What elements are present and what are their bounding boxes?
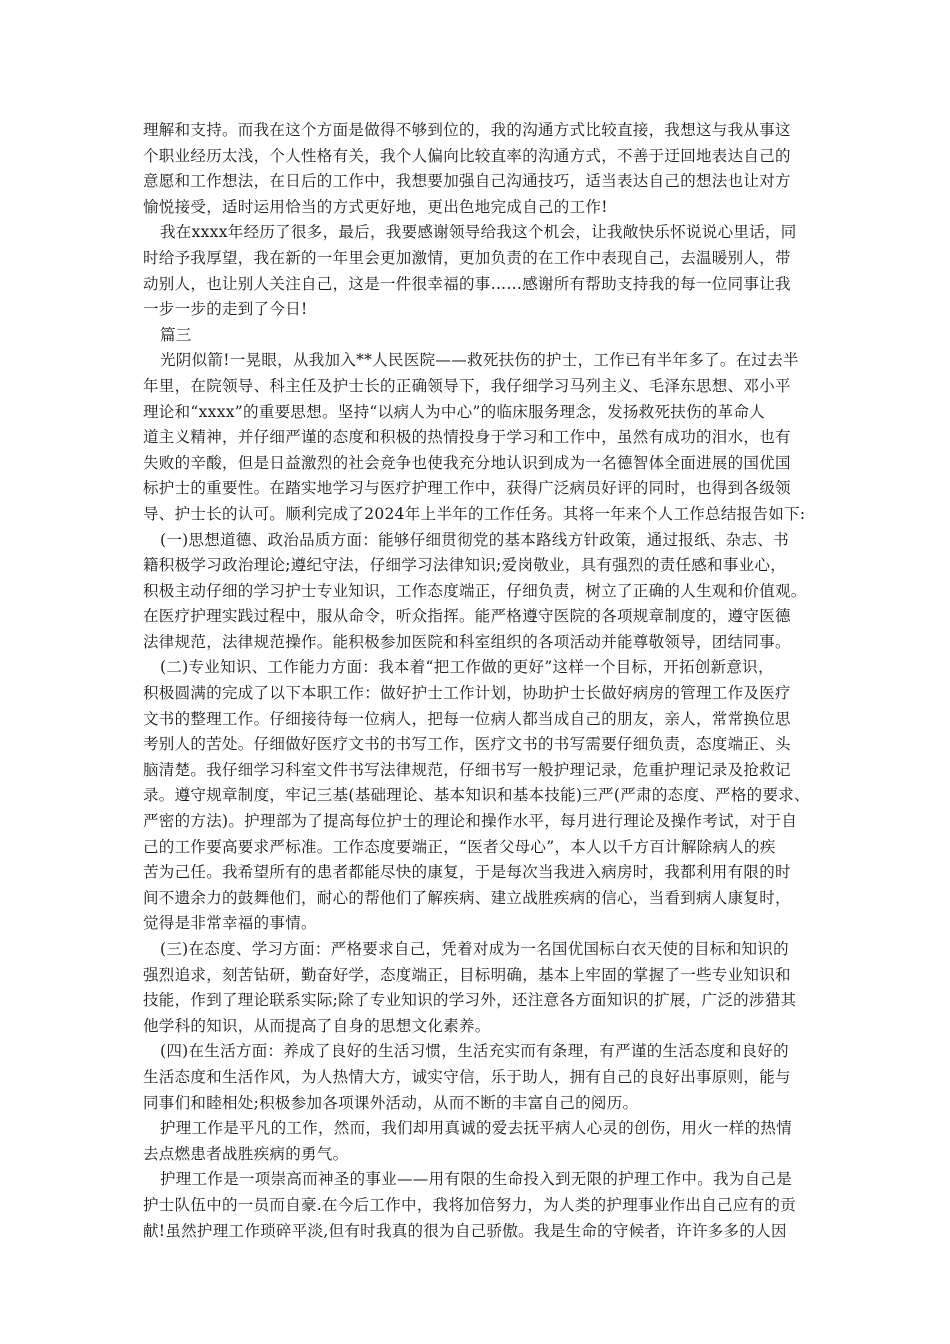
- paragraph-line: 脑清楚。我仔细学习科室文件书写法律规范，仔细书写一般护理记录，危重护理记录及抢救记: [143, 760, 791, 779]
- paragraph: [143, 1116, 815, 1167]
- paragraph-line: 护理工作是一项崇高而神圣的事业——用有限的生命投入到无限的护理工作中。我为自己是: [160, 1170, 793, 1189]
- paragraph-line: 在医疗护理实践过程中，服从命令，听众指挥。能严格遵守医院的各项规章制度的，遵守医德: [143, 607, 791, 626]
- paragraph-line: 动别人，也让别人关注自己，这是一件很幸福的事……感谢所有帮助支持我的每一位同事让我: [143, 274, 791, 293]
- section-heading: [143, 323, 815, 349]
- paragraph-line: 苦为己任。我希望所有的患者都能尽快的康复，于是每次当我进入病房时，我都利用有限的时: [143, 863, 791, 882]
- paragraph: [143, 528, 815, 656]
- paragraph: [143, 348, 815, 527]
- paragraph: [143, 937, 815, 1039]
- paragraph-line: 法律规范，法律规范操作。能积极参加医院和科室组织的各项活动并能尊敬领导，团结同事。: [143, 632, 791, 651]
- paragraph-line: (四)在生活方面：养成了良好的生活习惯，生活充实而有条理，有严谨的生活态度和良好的: [160, 1042, 789, 1061]
- paragraph-line: 觉得是非常幸福的事情。: [143, 914, 317, 933]
- paragraph-line: 标护士的重要性。在踏实地学习与医疗护理工作中，获得广泛病员好评的同时，也得到各级领: [143, 479, 791, 498]
- paragraph-line: 理论和“xxxx”的重要思想。坚持“以病人为中心”的临床服务理念，发扬救死扶伤的革命人: [143, 402, 766, 421]
- paragraph-line: 同事们和睦相处;积极参加各项课外活动，从而不断的丰富自己的阅历。: [143, 1093, 639, 1112]
- paragraph-line: 理解和支持。而我在这个方面是做得不够到位的，我的沟通方式比较直接，我想这与我从事这: [143, 121, 791, 139]
- paragraph-line: 护士队伍中的一员而自豪.在今后工作中，我将加倍努力，为人类的护理事业作出自己应有的贡: [143, 1195, 797, 1214]
- paragraph: [143, 220, 815, 322]
- paragraph-line: 积极圆满的完成了以下本职工作：做好护士工作计划，协助护士长做好病房的管理工作及医疗: [143, 684, 791, 703]
- paragraph-line: 意愿和工作想法，在日后的工作中，我想要加强自己沟通技巧，适当表达自己的想法也让对方: [143, 172, 791, 191]
- paragraph: [143, 655, 815, 937]
- paragraph-line: 我在xxxx年经历了很多，最后，我要感谢领导给我这个机会，让我敞快乐怀说说心里话，同: [160, 223, 797, 242]
- paragraph: [143, 1039, 815, 1116]
- paragraph-line: 导、护士长的认可。顺利完成了2024年上半年的工作任务。其将一年来个人工作总结报告如下:: [143, 504, 806, 523]
- paragraph-line: 技能，作到了理论联系实际;除了专业知识的学习外，还注意各方面知识的扩展，广泛的涉猎其: [143, 991, 797, 1010]
- paragraph-line: 个职业经历太浅，个人性格有关，我个人偏向比较直率的沟通方式，不善于迂回地表达自己的: [143, 146, 791, 165]
- paragraph-line: 时给予我厚望，我在新的一年里会更加激情，更加负责的在工作中表现自己，去温暖别人，带: [143, 248, 791, 267]
- paragraph-line: 己的工作要高要求严标准。工作态度要端正，“医者父母心”，本人以千方百计解除病人的疾: [143, 837, 776, 856]
- paragraph-line: 失败的辛酸，但是日益激烈的社会竞争也使我充分地认识到成为一名德智体全面进展的国优国: [143, 453, 791, 472]
- paragraph-line: 道主义精神，并仔细严谨的态度和积极的热情投身于学习和工作中，虽然有成功的泪水，也有: [143, 428, 791, 447]
- section-heading-text: 篇三: [160, 325, 192, 344]
- paragraph-line: 光阴似箭!一晃眼，从我加入**人民医院——救死扶伤的护士，工作已有半年多了。在过去半: [160, 351, 799, 370]
- paragraph-line: 献!虽然护理工作琐碎平淡,但有时我真的很为自己骄傲。我是生命的守候者，许许多多的人因: [143, 1221, 787, 1240]
- paragraph-line: 他学科的知识，从而提高了自身的思想文化素养。: [143, 1016, 491, 1035]
- paragraph-line: 强烈追求，刻苦钻研，勤奋好学，态度端正，目标明确，基本上牢固的掌握了一些专业知识和: [143, 965, 791, 984]
- paragraph-line: (三)在态度、学习方面：严格要求自己，凭着对成为一名国优国标白衣天使的目标和知识的: [160, 940, 789, 958]
- document-body: [143, 118, 815, 1244]
- paragraph-line: 严密的方法)。护理部为了提高每位护士的理论和操作水平，每月进行理论及操作考试，对于自: [143, 812, 798, 831]
- paragraph-line: (一)思想道德、政治品质方面：能够仔细贯彻党的基本路线方针政策，通过报纸、杂志、书: [160, 530, 789, 549]
- paragraph-line: 一步一步的走到了今日!: [143, 300, 308, 319]
- paragraph-line: 籍积极学习政治理论;遵纪守法，仔细学习法律知识;爱岗敬业，具有强烈的责任感和事业心，: [143, 556, 787, 575]
- paragraph-line: 生活态度和生活作风，为人热情大方，诚实守信，乐于助人，拥有自己的良好出事原则，能与: [143, 1067, 791, 1086]
- paragraph-line: (二)专业知识、工作能力方面：我本着“把工作做的更好”这样一个目标，开拓创新意识，: [160, 658, 774, 677]
- paragraph-line: 录。遵守规章制度，牢记三基(基础理论、基本知识和基本技能)三严(严肃的态度、严格的要求、: [143, 786, 810, 805]
- paragraph: [143, 118, 815, 220]
- document-page: [143, 118, 815, 1244]
- paragraph-line: 间不遗余力的鼓舞他们，耐心的帮他们了解疾病、建立战胜疾病的信心，当看到病人康复时，: [143, 888, 791, 907]
- paragraph-line: 护理工作是平凡的工作，然而，我们却用真诚的爱去抚平病人心灵的创伤，用火一样的热情: [160, 1119, 793, 1138]
- paragraph-line: 考别人的苦处。仔细做好医疗文书的书写工作，医疗文书的书写需要仔细负责，态度端正、头: [143, 735, 791, 754]
- paragraph: [143, 1167, 815, 1244]
- paragraph-line: 文书的整理工作。仔细接待每一位病人，把每一位病人都当成自己的朋友，亲人，常常换位思: [143, 709, 791, 728]
- paragraph-line: 年里，在院领导、科主任及护士长的正确领导下，我仔细学习马列主义、毛泽东思想、邓小平: [143, 376, 791, 395]
- paragraph-line: 愉悦接受，适时运用恰当的方式更好地，更出色地完成自己的工作!: [143, 197, 608, 216]
- paragraph-line: 去点燃患者战胜疾病的勇气。: [143, 1144, 349, 1163]
- paragraph-line: 积极主动仔细的学习护士专业知识，工作态度端正，仔细负责，树立了正确的人生观和价值观。: [143, 581, 807, 600]
